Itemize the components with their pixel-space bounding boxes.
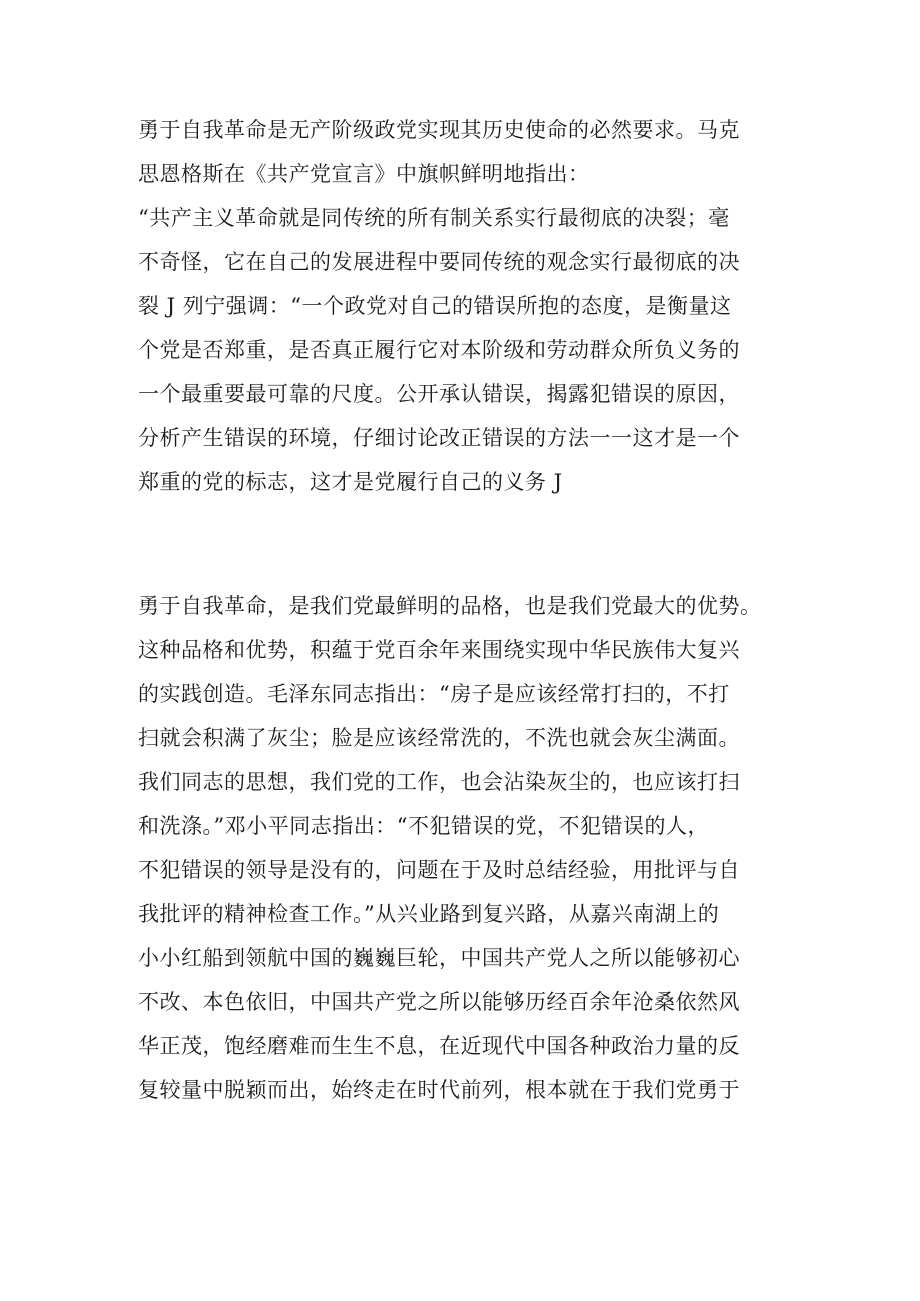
text-line: 勇于自我革命，是我们党最鲜明的品格，也是我们党最大的优势。 bbox=[138, 594, 762, 618]
text-line: 一个最重要最可靠的尺度。公开承认错误，揭露犯错误的原因， bbox=[138, 382, 740, 406]
text-line: 复较量中脱颖而出，始终走在时代前列，根本就在于我们党勇于 bbox=[138, 1078, 740, 1102]
text-line: 我批评的精神检查工作。”从兴业路到复兴路，从嘉兴南湖上的 bbox=[138, 902, 720, 926]
text-line: 不犯错误的领导是没有的，问题在于及时总结经验，用批评与自 bbox=[138, 858, 740, 882]
text-line: “共产主义革命就是同传统的所有制关系实行最彻底的决裂；毫 bbox=[138, 206, 730, 230]
text-line: 不奇怪，它在自己的发展进程中要同传统的观念实行最彻底的决 bbox=[138, 250, 740, 274]
text-line: 的实践创造。毛泽东同志指出：“房子是应该经常打扫的，不打 bbox=[138, 682, 730, 706]
text-line: 我们同志的思想，我们党的工作，也会沾染灰尘的，也应该打扫 bbox=[138, 770, 740, 794]
text-line: 思恩格斯在《共产党宣言》中旗帜鲜明地指出： bbox=[138, 162, 590, 186]
text-line: 扫就会积满了灰尘；脸是应该经常洗的，不洗也就会灰尘满面。 bbox=[138, 726, 740, 750]
text-line: 裂 J 列宁强调：“一个政党对自己的错误所抱的态度，是衡量这 bbox=[138, 294, 732, 318]
paragraph-self-revolution-character bbox=[138, 584, 798, 1112]
text-line: 分析产生错误的环境，仔细讨论改正错误的方法一一这才是一个 bbox=[138, 426, 740, 450]
text-line: 勇于自我革命是无产阶级政党实现其历史使命的必然要求。马克 bbox=[138, 118, 740, 142]
text-line: 华正茂，饱经磨难而生生不息，在近现代中国各种政治力量的反 bbox=[138, 1034, 740, 1058]
text-line: 不改、本色依旧，中国共产党之所以能够历经百余年沧桑依然风 bbox=[138, 990, 740, 1014]
text-line: 郑重的党的标志，这才是党履行自己的义务 J bbox=[138, 470, 563, 494]
text-line: 个党是否郑重，是否真正履行它对本阶级和劳动群众所负义务的 bbox=[138, 338, 740, 362]
text-line: 小小红船到领航中国的巍巍巨轮，中国共产党人之所以能够初心 bbox=[138, 946, 740, 970]
text-line: 这种品格和优势，积蕴于党百余年来围绕实现中华民族伟大复兴 bbox=[138, 638, 740, 662]
text-line: 和洗涤。”邓小平同志指出：“不犯错误的党，不犯错误的人， bbox=[138, 814, 709, 838]
paragraph-marx-engels-lenin bbox=[138, 108, 798, 504]
